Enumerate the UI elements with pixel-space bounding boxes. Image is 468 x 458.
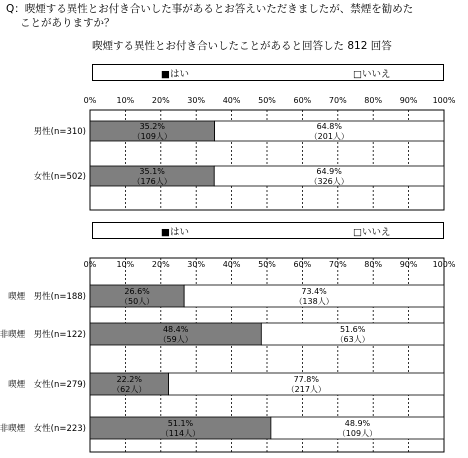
- data-label-yes-n: （109人）: [132, 132, 172, 141]
- category-label: 喫煙 男性(n=188): [8, 292, 86, 302]
- tick-label: 30%: [187, 96, 206, 105]
- tick-label: 20%: [151, 260, 170, 269]
- category-label: 男性(n=310): [33, 127, 86, 137]
- data-label-yes-pct: 22.2%: [116, 375, 143, 384]
- data-label-yes-n: （62人）: [112, 385, 147, 394]
- tick-label: 70%: [328, 96, 347, 105]
- question-line2: ことがありますか？: [20, 17, 115, 29]
- data-label-yes-n: （114人）: [160, 429, 201, 438]
- tick-label: 40%: [222, 96, 241, 105]
- data-label-yes-pct: 35.2%: [139, 122, 166, 131]
- data-label-no-n: （326人）: [309, 177, 349, 186]
- category-label: 非喫煙 女性(n=223): [0, 424, 86, 434]
- legend-1-no-label: □いいえ: [353, 69, 391, 80]
- data-label-yes-n: （176人）: [132, 177, 172, 186]
- data-label-no-n: （63人）: [335, 335, 370, 344]
- category-label: 非喫煙 男性(n=122): [0, 330, 86, 340]
- data-label-no-pct: 64.9%: [316, 167, 342, 176]
- tick-label: 80%: [364, 260, 383, 269]
- tick-label: 40%: [222, 260, 241, 269]
- data-label-no-n: （109人）: [337, 429, 378, 438]
- tick-label: 80%: [364, 96, 383, 105]
- data-label-no-pct: 48.9%: [344, 419, 371, 428]
- data-label-yes-pct: 51.1%: [167, 419, 194, 428]
- tick-label: 100%: [432, 260, 456, 269]
- tick-label: 90%: [399, 96, 418, 105]
- tick-label: 10%: [116, 260, 135, 269]
- legend-1-yes-label: ■はい: [161, 69, 189, 80]
- legend-2-no-label: □いいえ: [353, 227, 391, 238]
- data-label-yes-pct: 26.6%: [124, 287, 150, 296]
- tick-label: 100%: [432, 96, 456, 105]
- data-label-no-n: （201人）: [309, 132, 349, 141]
- data-label-no-n: （217人）: [286, 385, 326, 394]
- tick-label: 10%: [116, 96, 135, 105]
- tick-label: 70%: [328, 260, 347, 269]
- tick-label: 20%: [151, 96, 170, 105]
- data-label-yes-pct: 35.1%: [139, 167, 165, 176]
- data-label-no-pct: 64.8%: [316, 122, 343, 131]
- data-label-no-pct: 77.8%: [293, 375, 320, 384]
- tick-label: 60%: [293, 96, 312, 105]
- data-label-no-pct: 51.6%: [339, 325, 366, 334]
- tick-label: 50%: [258, 96, 276, 105]
- data-label-yes-n: （50人）: [119, 297, 155, 306]
- tick-label: 30%: [187, 260, 206, 269]
- chart-subtitle: 喫煙する異性とお付き合いしたことがあると回答した 812 回答: [92, 40, 392, 52]
- category-label: 女性(n=502): [33, 172, 86, 182]
- data-label-no-pct: 73.4%: [301, 287, 327, 296]
- tick-label: 60%: [293, 260, 312, 269]
- category-label: 喫煙 女性(n=279): [8, 380, 86, 390]
- question-line1: Q：喫煙する異性とお付き合いした事があるとお答えいただきましたが、禁煙を勧めた: [6, 3, 414, 15]
- data-label-yes-n: （59人）: [158, 335, 193, 344]
- data-label-yes-pct: 48.4%: [162, 325, 189, 334]
- tick-label: 0%: [83, 96, 97, 105]
- tick-label: 50%: [258, 260, 276, 269]
- tick-label: 90%: [399, 260, 418, 269]
- data-label-no-n: （138人）: [294, 297, 334, 306]
- tick-label: 0%: [83, 260, 97, 269]
- legend-2-yes-label: ■はい: [161, 227, 189, 238]
